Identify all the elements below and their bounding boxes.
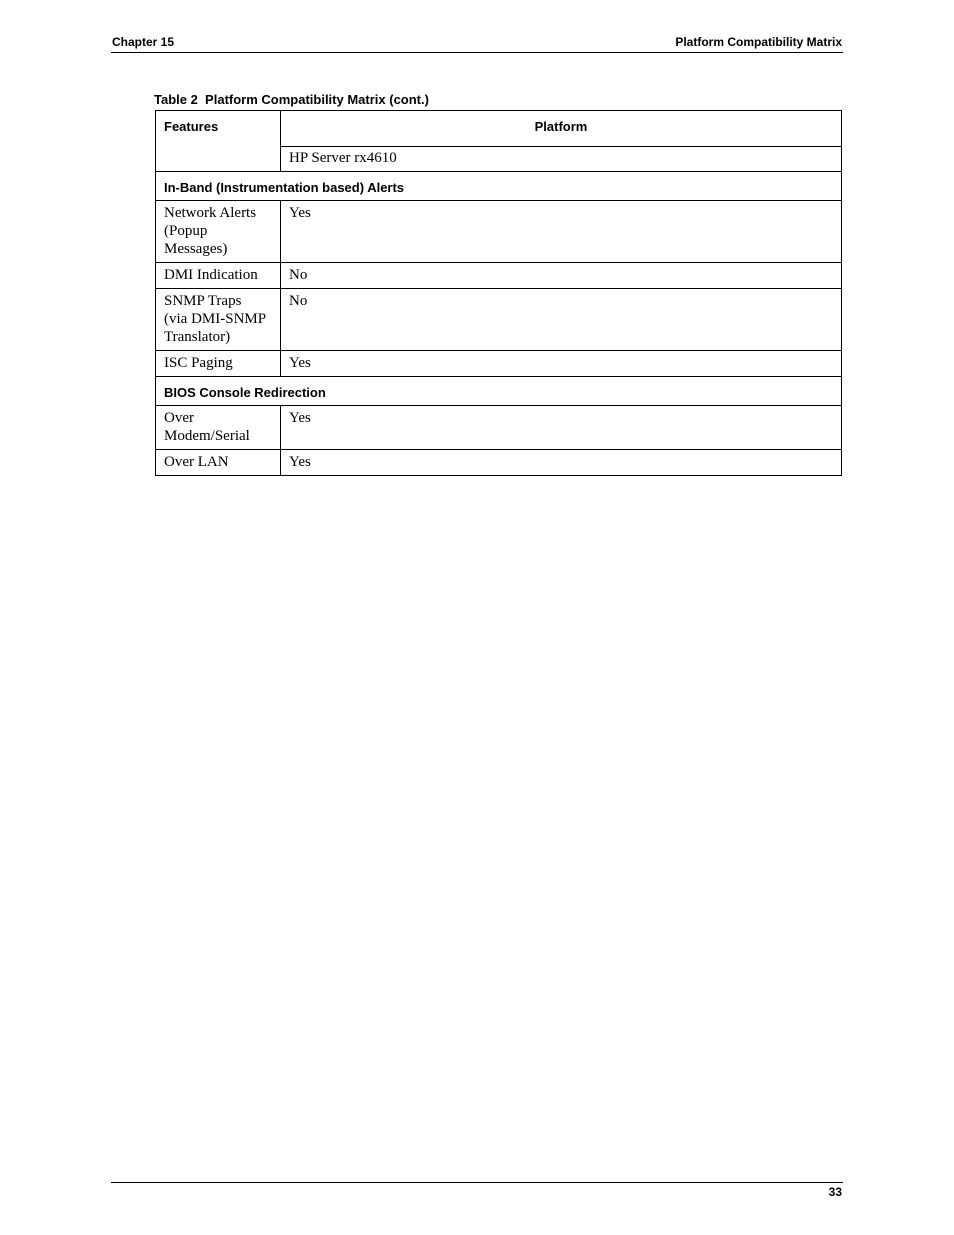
table-row — [156, 406, 842, 450]
feature-line: ISC Paging — [164, 355, 233, 371]
platform-column-header: Platform — [281, 111, 842, 147]
value-cell: No — [281, 263, 842, 289]
group-header-row — [156, 172, 842, 201]
running-header — [111, 34, 843, 53]
feature-cell — [156, 201, 281, 263]
value-cell: No — [281, 289, 842, 351]
value-cell: Yes — [281, 201, 842, 263]
feature-cell — [156, 406, 281, 450]
feature-cell — [156, 263, 281, 289]
section-title: Platform Compatibility Matrix — [675, 35, 842, 49]
feature-line: (Popup — [164, 223, 208, 239]
table-header-row — [156, 111, 842, 147]
feature-line: Over — [164, 410, 194, 426]
table-row — [156, 201, 842, 263]
table-row — [156, 351, 842, 377]
chapter-label: Chapter 15 — [112, 35, 175, 49]
feature-line: Translator) — [164, 329, 231, 345]
feature-line: Network Alerts — [164, 205, 257, 221]
feature-cell — [156, 450, 281, 476]
group-title: BIOS Console Redirection — [156, 377, 842, 406]
table-row — [156, 289, 842, 351]
features-column-header: Features — [156, 111, 281, 172]
feature-line: Modem/Serial — [164, 428, 250, 444]
value-cell: Yes — [281, 351, 842, 377]
feature-line: SNMP Traps — [164, 293, 242, 309]
platform-model-cell: HP Server rx4610 — [281, 147, 842, 172]
table-row — [156, 450, 842, 476]
group-title: In-Band (Instrumentation based) Alerts — [156, 172, 842, 201]
feature-line: Messages) — [164, 241, 228, 257]
footer-rule — [111, 1182, 843, 1183]
feature-cell — [156, 289, 281, 351]
value-cell: Yes — [281, 450, 842, 476]
table-row — [156, 263, 842, 289]
value-cell: Yes — [281, 406, 842, 450]
platform-compatibility-table — [155, 110, 842, 476]
feature-cell — [156, 351, 281, 377]
feature-line: DMI Indication — [164, 267, 258, 283]
feature-line: Over LAN — [164, 454, 229, 470]
page-number: 33 — [828, 1185, 842, 1199]
table-caption: Table 2 Platform Compatibility Matrix (cont.) — [154, 92, 429, 107]
group-header-row — [156, 377, 842, 406]
feature-line: (via DMI-SNMP — [164, 311, 267, 327]
